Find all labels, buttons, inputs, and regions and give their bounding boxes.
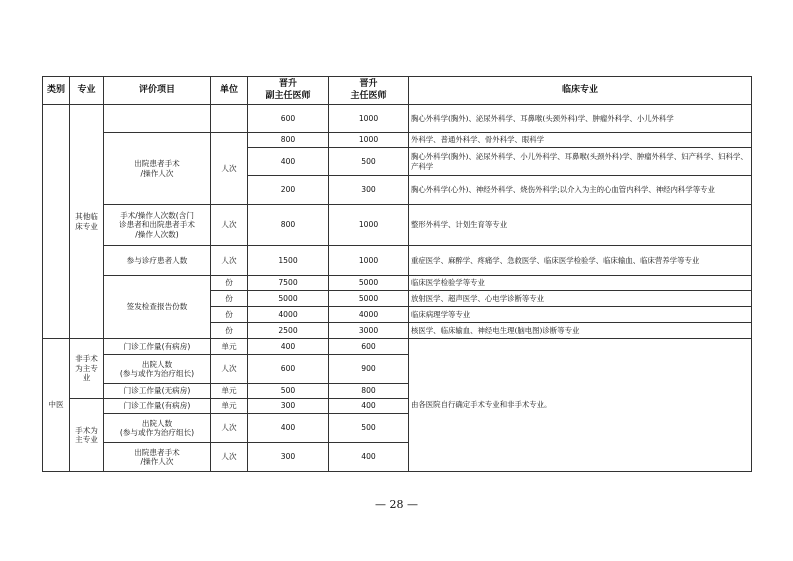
spec-cell: 放射医学、超声医学、心电学诊断等专业 <box>409 291 752 307</box>
unit-cell: 人次 <box>211 355 248 384</box>
unit-cell: 单元 <box>211 339 248 355</box>
vice-cell: 600 <box>248 105 329 133</box>
spec-cell: 整形外科学、计划生育等专业 <box>409 205 752 246</box>
chief-cell: 500 <box>329 414 409 443</box>
chief-cell: 600 <box>329 339 409 355</box>
chief-cell: 400 <box>329 399 409 414</box>
major-label: 非手术 为主专 业 <box>75 354 98 383</box>
spec-cell: 胸心外科学(胸外)、泌尿外科学、耳鼻喉(头颈外科)学、肿瘤外科学、小儿外科学 <box>409 105 752 133</box>
header-category: 类别 <box>43 77 70 105</box>
chief-cell: 500 <box>329 148 409 176</box>
table-row <box>43 205 752 246</box>
vice-cell: 1500 <box>248 246 329 276</box>
unit-cell: 份 <box>211 323 248 339</box>
vice-cell: 200 <box>248 176 329 205</box>
header-vice-chief <box>248 77 329 105</box>
unit-cell: 单元 <box>211 384 248 399</box>
item-cell: 签发检查报告份数 <box>104 276 211 339</box>
item-label: 出院患者手术 /操作人次 <box>134 447 180 466</box>
vice-cell: 400 <box>248 339 329 355</box>
vice-cell: 400 <box>248 148 329 176</box>
spec-cell: 重症医学、麻醉学、疼痛学、急救医学、临床医学检验学、临床输血、临床营养学等专业 <box>409 246 752 276</box>
item-label: 出院患者手术 /操作人次 <box>134 159 180 178</box>
header-item: 评价项目 <box>104 77 211 105</box>
chief-cell: 400 <box>329 443 409 472</box>
spec-cell: 胸心外科学(心外)、神经外科学、烧伤外科学;以介入为主的心血管内科学、神经内科学等专业 <box>409 176 752 205</box>
major-cell-tcm-non-surgical <box>70 339 104 399</box>
table-row <box>43 133 752 148</box>
vice-cell: 2500 <box>248 323 329 339</box>
tcm-spec-cell: 由各医院自行确定手术专业和非手术专业。 <box>409 339 752 472</box>
header-specialty: 临床专业 <box>409 77 752 105</box>
header-row <box>43 77 752 105</box>
item-cell <box>104 443 211 472</box>
spec-cell: 核医学、临床输血、神经电生理(脑电图)诊断等专业 <box>409 323 752 339</box>
chief-cell: 5000 <box>329 291 409 307</box>
unit-cell: 人次 <box>211 133 248 205</box>
item-cell: 门诊工作量(有病房) <box>104 399 211 414</box>
header-major: 专业 <box>70 77 104 105</box>
item-cell <box>104 205 211 246</box>
vice-cell: 600 <box>248 355 329 384</box>
unit-cell: 份 <box>211 291 248 307</box>
header-chief-line1: 晋升 <box>359 79 378 90</box>
spec-cell: 外科学、普通外科学、骨外科学、眼科学 <box>409 133 752 148</box>
vice-cell: 300 <box>248 399 329 414</box>
chief-cell: 5000 <box>329 276 409 291</box>
category-cell-blank <box>43 105 70 339</box>
table-row <box>43 246 752 276</box>
unit-cell: 人次 <box>211 246 248 276</box>
vice-cell: 5000 <box>248 291 329 307</box>
spec-cell: 临床病理学等专业 <box>409 307 752 323</box>
unit-cell <box>211 105 248 133</box>
vice-cell: 300 <box>248 443 329 472</box>
chief-cell: 1000 <box>329 133 409 148</box>
unit-cell: 人次 <box>211 205 248 246</box>
chief-cell: 300 <box>329 176 409 205</box>
header-unit: 单位 <box>211 77 248 105</box>
table-row <box>43 339 752 355</box>
major-cell-other-clinical <box>70 105 104 339</box>
chief-cell: 800 <box>329 384 409 399</box>
vice-cell: 800 <box>248 205 329 246</box>
item-label: 出院人数 (参与或作为治疗组长) <box>119 418 195 437</box>
chief-cell: 1000 <box>329 105 409 133</box>
unit-cell: 单元 <box>211 399 248 414</box>
table-row <box>43 276 752 291</box>
vice-cell: 7500 <box>248 276 329 291</box>
chief-cell: 900 <box>329 355 409 384</box>
item-cell-blank <box>104 105 211 133</box>
item-cell <box>104 355 211 384</box>
category-cell-tcm: 中医 <box>43 339 70 472</box>
vice-cell: 800 <box>248 133 329 148</box>
chief-cell: 3000 <box>329 323 409 339</box>
evaluation-table <box>42 76 752 472</box>
item-label: 出院人数 (参与或作为治疗组长) <box>119 359 195 378</box>
vice-cell: 400 <box>248 414 329 443</box>
spec-cell: 胸心外科学(胸外)、泌尿外科学、小儿外科学、耳鼻喉(头颈外科)学、肿瘤外科学、妇产科学、妇科学、产科学 <box>409 148 752 176</box>
header-vice-chief-line1: 晋升 <box>278 79 297 90</box>
item-cell: 门诊工作量(有病房) <box>104 339 211 355</box>
spec-cell: 临床医学检验学等专业 <box>409 276 752 291</box>
unit-cell: 份 <box>211 276 248 291</box>
major-cell-tcm-surgical <box>70 399 104 472</box>
major-label: 手术为 主专业 <box>75 425 98 444</box>
major-label: 其他临 床专业 <box>75 212 98 231</box>
item-cell <box>104 414 211 443</box>
item-cell <box>104 133 211 205</box>
page-number: — 28 — <box>375 498 418 511</box>
header-chief <box>329 77 409 105</box>
chief-cell: 4000 <box>329 307 409 323</box>
header-chief-line2: 主任医师 <box>350 90 387 101</box>
unit-cell: 人次 <box>211 443 248 472</box>
vice-cell: 500 <box>248 384 329 399</box>
unit-cell: 份 <box>211 307 248 323</box>
item-cell: 门诊工作量(无病房) <box>104 384 211 399</box>
chief-cell: 1000 <box>329 246 409 276</box>
table-row <box>43 105 752 133</box>
item-label: 手术/操作人次数(含门 诊患者和出院患者手术 /操作人次数) <box>119 210 195 239</box>
item-cell: 参与诊疗患者人数 <box>104 246 211 276</box>
chief-cell: 1000 <box>329 205 409 246</box>
header-vice-chief-line2: 副主任医师 <box>265 90 311 101</box>
vice-cell: 4000 <box>248 307 329 323</box>
unit-cell: 人次 <box>211 414 248 443</box>
